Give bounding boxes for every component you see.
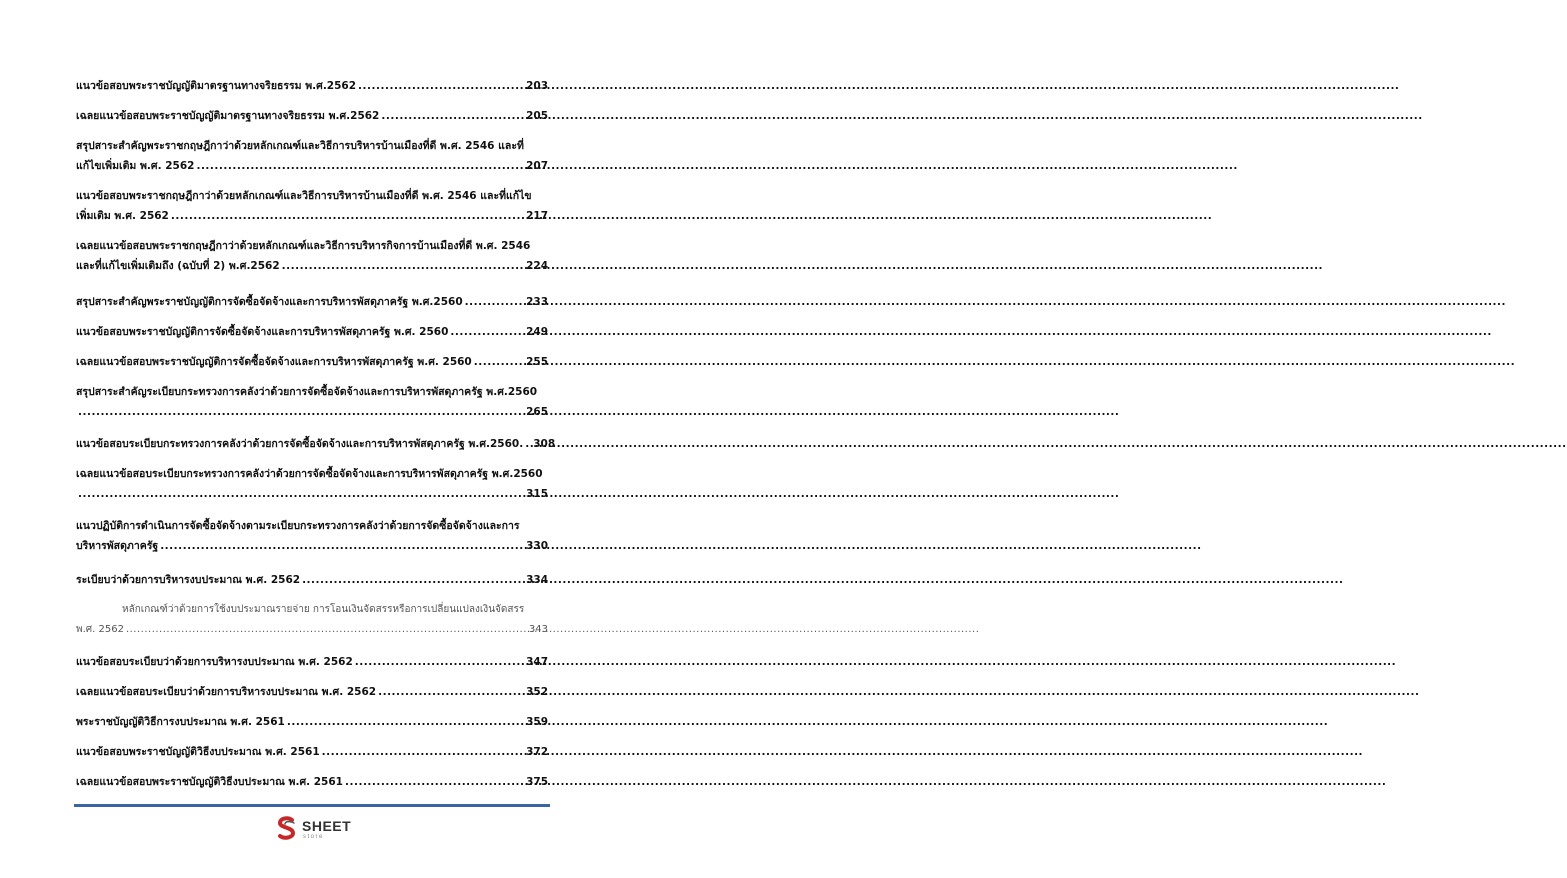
leader-dots xyxy=(126,620,527,640)
toc-entry-page: 217 xyxy=(526,210,548,222)
toc-entry-page: 255 xyxy=(526,356,548,368)
toc-entry-page: 265 xyxy=(526,406,548,418)
toc-entry xyxy=(76,382,548,422)
toc-entry xyxy=(76,322,548,342)
toc-subentry xyxy=(76,600,548,640)
toc-entry-title-line1: หลักเกณฑ์ว่าด้วยการใช้งบประมาณรายจ่าย การโอนเงินจัดสรรหรือการเปลี่ยนแปลงเงินจัดสรร xyxy=(122,604,525,615)
toc-entry-title-line1: เฉลยแนวข้อสอบระเบียบกระทรวงการคลังว่าด้วยการจัดซื้อจัดจ้างและการบริหารพัสดุภาครัฐ พ.ศ.2560 xyxy=(76,468,543,480)
footer-divider xyxy=(74,804,550,807)
toc-entry-page: 308 xyxy=(533,438,556,450)
toc-entry-title: เพิ่มเติม พ.ศ. 2562 xyxy=(76,210,169,222)
logo-s-icon xyxy=(276,816,298,840)
toc-entry-page: 334 xyxy=(526,574,548,586)
toc-entry-title: สรุปสาระสำคัญพระราชบัญญัติการจัดซื้อจัดจ้างและการบริหารพัสดุภาครัฐ พ.ศ.2560 xyxy=(76,296,463,308)
toc-entry-title-line1: แนวปฏิบัติการดำเนินการจัดซื้อจัดจ้างตามระเบียบกระทรวงการคลังว่าด้วยการจัดซื้อจัดจ้างและการ xyxy=(76,520,520,532)
toc-entry xyxy=(76,516,548,556)
toc-entry-title: แนวข้อสอบพระราชบัญญัติการจัดซื้อจัดจ้างและการบริหารพัสดุภาครัฐ พ.ศ. 2560 xyxy=(76,326,449,338)
leader-dots xyxy=(160,536,524,556)
toc-entry-page: 315 xyxy=(526,488,548,500)
toc-entry-page: 203 xyxy=(526,80,548,92)
toc-entry-page: 352 xyxy=(526,686,548,698)
leader-dots xyxy=(381,106,524,126)
toc-entry-page: 224 xyxy=(526,260,548,272)
leader-dots xyxy=(171,206,524,226)
toc-entry-title-line1: เฉลยแนวข้อสอบพระราชกฤษฎีกาว่าด้วยหลักเกณฑ์และวิธีการบริหารกิจการบ้านเมืองที่ดี พ.ศ. 2546 xyxy=(76,240,531,252)
toc-entry-title: เฉลยแนวข้อสอบพระราชบัญญัติวิธีงบประมาณ พ.ศ. 2561 xyxy=(76,776,343,788)
toc-entry-title: เฉลยแนวข้อสอบระเบียบว่าด้วยการบริหารงบประมาณ พ.ศ. 2562 xyxy=(76,686,377,698)
toc-entry-title-line1: แนวข้อสอบพระราชกฤษฎีกาว่าด้วยหลักเกณฑ์และวิธีการบริหารบ้านเมืองที่ดี พ.ศ. 2546 และที่แก้ไข xyxy=(76,190,532,202)
leader-dots xyxy=(345,772,524,792)
toc-entry xyxy=(76,570,548,590)
toc-entry-title: แนวข้อสอบระเบียบว่าด้วยการบริหารงบประมาณ พ.ศ. 2562 xyxy=(76,656,353,668)
toc-entry-page: 359 xyxy=(526,716,548,728)
leader-dots xyxy=(450,322,524,342)
leader-dots xyxy=(322,742,524,762)
toc-entry-title: แนวข้อสอบพระราชบัญญัติมาตรฐานทางจริยธรรม พ.ศ.2562 xyxy=(76,80,357,92)
toc-entry xyxy=(76,742,548,762)
toc-entry xyxy=(76,136,548,176)
toc-entry-title: ระเบียบว่าด้วยการบริหารงบประมาณ พ.ศ. 2562 xyxy=(76,574,301,586)
toc-entry xyxy=(76,772,548,792)
toc-entry-title: เฉลยแนวข้อสอบพระราชบัญญัติมาตรฐานทางจริยธรรม พ.ศ.2562 xyxy=(76,110,380,122)
leader-dots xyxy=(196,156,524,176)
toc-entry-title: แนวข้อสอบพระราชบัญญัติวิธีงบประมาณ พ.ศ. 2561 xyxy=(76,746,320,758)
toc-entry-page: 347 xyxy=(526,656,548,668)
leader-dots xyxy=(78,484,524,504)
toc-entry-page: 330 xyxy=(526,540,548,552)
toc-entry xyxy=(76,682,548,702)
toc-entry xyxy=(76,652,548,672)
toc-entry xyxy=(76,236,548,276)
leader-dots xyxy=(525,434,531,454)
toc-entry xyxy=(76,76,548,96)
toc-entry xyxy=(76,464,548,504)
leader-dots xyxy=(287,712,524,732)
toc-entry-page: 343 xyxy=(528,624,548,635)
toc-entry-title-line1: สรุปสาระสำคัญพระราชกฤษฎีกาว่าด้วยหลักเกณฑ์และวิธีการบริหารบ้านเมืองที่ดี พ.ศ. 2546 และที่ xyxy=(76,140,524,152)
toc-entry-title: แก้ไขเพิ่มเติม พ.ศ. 2562 xyxy=(76,160,195,172)
toc-entry xyxy=(76,186,548,226)
toc-entry-title: พ.ศ. 2562 xyxy=(76,624,124,635)
toc-entry xyxy=(76,712,548,732)
toc-entry-page: 372 xyxy=(526,746,548,758)
toc-entry-title: เฉลยแนวข้อสอบพระราชบัญญัติการจัดซื้อจัดจ้างและการบริหารพัสดุภาครัฐ พ.ศ. 2560 xyxy=(76,356,472,368)
leader-dots xyxy=(355,652,524,672)
leader-dots xyxy=(474,352,524,372)
logo-subtext: store xyxy=(303,834,324,840)
sheet-store-logo xyxy=(276,816,366,846)
leader-dots xyxy=(378,682,524,702)
toc-entry xyxy=(76,292,548,312)
toc-entry-page: 205 xyxy=(526,110,548,122)
toc-entry-title: บริหารพัสดุภาครัฐ xyxy=(76,540,159,552)
toc-entry-title: พระราชบัญญัติวิธีการงบประมาณ พ.ศ. 2561 xyxy=(76,716,285,728)
leader-dots xyxy=(78,402,524,422)
leader-dots xyxy=(282,256,524,276)
toc-entry-page: 249 xyxy=(526,326,548,338)
toc-entry xyxy=(76,434,556,454)
toc-entry-page: 375 xyxy=(526,776,548,788)
toc-entry xyxy=(76,106,548,126)
toc-entry xyxy=(76,352,548,372)
leader-dots xyxy=(302,570,524,590)
logo-wordmark: SHEET xyxy=(302,818,352,834)
toc-entry-page: 207 xyxy=(526,160,548,172)
leader-dots xyxy=(358,76,524,96)
leader-dots xyxy=(465,292,524,312)
toc-entry-page: 233 xyxy=(526,296,548,308)
toc-entry-title: แนวข้อสอบระเบียบกระทรวงการคลังว่าด้วยการจัดซื้อจัดจ้างและการบริหารพัสดุภาครัฐ พ.ศ.2560. xyxy=(76,438,524,450)
toc-entry-title: และที่แก้ไขเพิ่มเติมถึง (ฉบับที่ 2) พ.ศ.2562 xyxy=(76,260,280,272)
toc-entry-title-line1: สรุปสาระสำคัญระเบียบกระทรวงการคลังว่าด้วยการจัดซื้อจัดจ้างและการบริหารพัสดุภาครัฐ พ.ศ.2560 xyxy=(76,386,538,398)
